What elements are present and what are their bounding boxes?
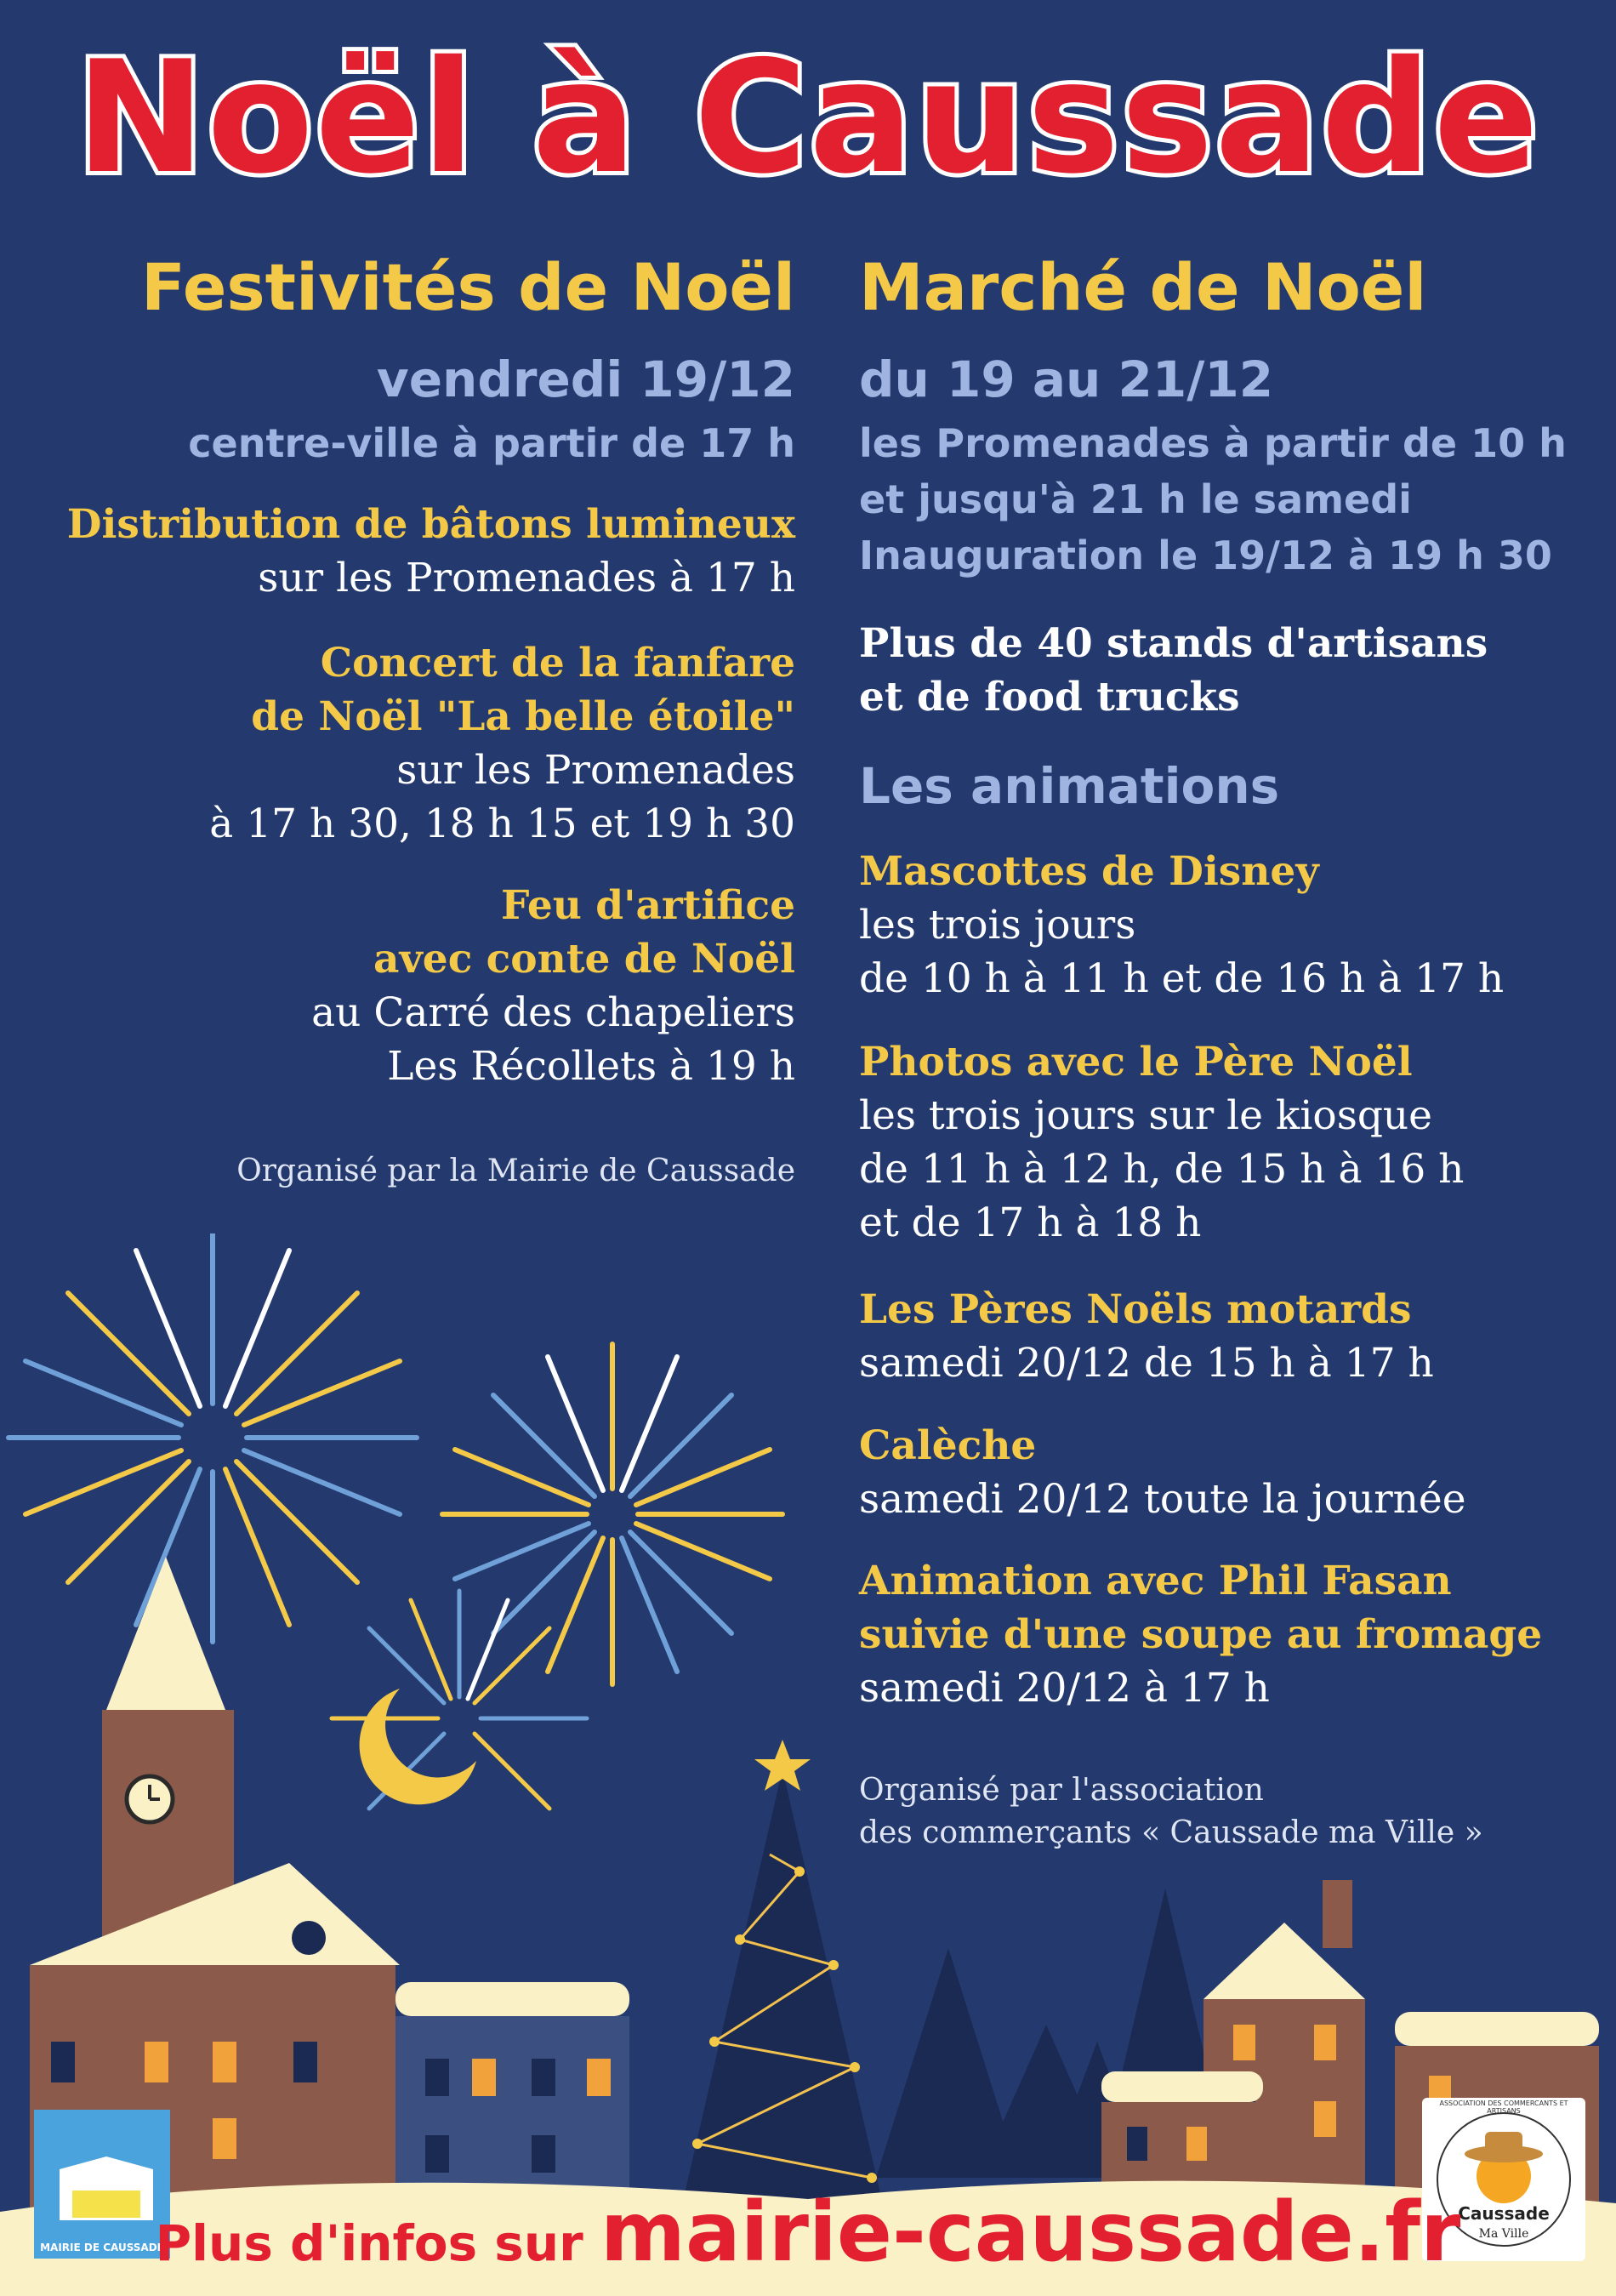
event-title: de Noël "La belle étoile" — [251, 693, 795, 740]
stands-info — [859, 617, 1607, 724]
event-title: Animation avec Phil Fasan — [859, 1558, 1452, 1604]
event-detail: de 11 h à 12 h, de 15 h à 16 h — [859, 1146, 1465, 1193]
christmas-tree-icon — [680, 1740, 885, 2212]
event-title: Feu d'artifice — [501, 882, 795, 929]
event-title: avec conte de Noël — [373, 936, 795, 983]
moon-icon — [360, 1689, 476, 1804]
right-event — [859, 1035, 1607, 1250]
stands-line: Plus de 40 stands d'artisans — [859, 620, 1488, 667]
event-detail: samedi 20/12 toute la journée — [859, 1476, 1466, 1523]
event-detail: samedi 20/12 de 15 h à 17 h — [859, 1340, 1434, 1387]
right-date: du 19 au 21/12 — [859, 350, 1274, 408]
footer-prefix: Plus d'infos sur — [155, 2214, 600, 2272]
organizer-line: des commerçants « Caussade ma Ville » — [859, 1815, 1483, 1850]
association-subname: Ma Ville — [1478, 2227, 1529, 2241]
left-organizer: Organisé par la Mairie de Caussade — [236, 1154, 795, 1188]
event-detail: les trois jours sur le kiosque — [859, 1092, 1432, 1139]
event-title: Mascottes de Disney — [859, 848, 1319, 895]
animations-heading: Les animations — [859, 757, 1280, 815]
event-detail: au Carré des chapeliers — [311, 989, 795, 1036]
mairie-logo-text: MAIRIE DE CAUSSADE — [40, 2242, 164, 2253]
right-event — [859, 845, 1607, 1006]
event-detail: Les Récollets à 19 h — [387, 1043, 795, 1090]
event-title: Les Pères Noëls motards — [859, 1286, 1412, 1333]
event-title: Distribution de bâtons lumineux — [66, 501, 795, 548]
event-title: Concert de la fanfare — [320, 640, 795, 687]
event-detail: de 10 h à 11 h et de 16 h à 17 h — [859, 955, 1505, 1002]
event-detail: à 17 h 30, 18 h 15 et 19 h 30 — [209, 800, 795, 847]
left-place: centre-ville à partir de 17 h — [188, 420, 795, 466]
event-title: Photos avec le Père Noël — [859, 1039, 1413, 1085]
right-place — [859, 415, 1607, 584]
right-heading: Marché de Noël — [859, 249, 1427, 325]
footer — [0, 2185, 1616, 2280]
place-line: les Promenades à partir de 10 h — [859, 420, 1567, 466]
left-date: vendredi 19/12 — [376, 350, 795, 408]
event-detail: sur les Promenades — [396, 747, 795, 794]
place-line: Inauguration le 19/12 à 19 h 30 — [859, 533, 1552, 578]
event-title: suivie d'une soupe au fromage — [859, 1611, 1543, 1658]
association-name: Caussade — [1458, 2203, 1550, 2224]
left-heading: Festivités de Noël — [141, 249, 795, 325]
event-detail: sur les Promenades à 17 h — [258, 555, 795, 601]
left-event — [34, 636, 795, 851]
event-title: Calèche — [859, 1422, 1037, 1469]
association-ring-text: ASSOCIATION DES COMMERCANTS ET ARTISANS — [1439, 2099, 1568, 2115]
organizer-line: Organisé par l'association — [859, 1773, 1264, 1808]
event-detail: samedi 20/12 à 17 h — [859, 1665, 1270, 1712]
footer-url[interactable]: mairie-caussade.fr — [600, 2185, 1461, 2280]
left-event — [34, 879, 795, 1093]
stands-line: et de food trucks — [859, 674, 1240, 721]
left-event — [34, 498, 795, 605]
poster-title: Noël à Caussade — [76, 27, 1540, 208]
village-illustration — [0, 1233, 1616, 2296]
event-detail: les trois jours — [859, 902, 1136, 949]
place-line: et jusqu'à 21 h le samedi — [859, 476, 1412, 522]
event-detail: et de 17 h à 18 h — [859, 1199, 1202, 1246]
